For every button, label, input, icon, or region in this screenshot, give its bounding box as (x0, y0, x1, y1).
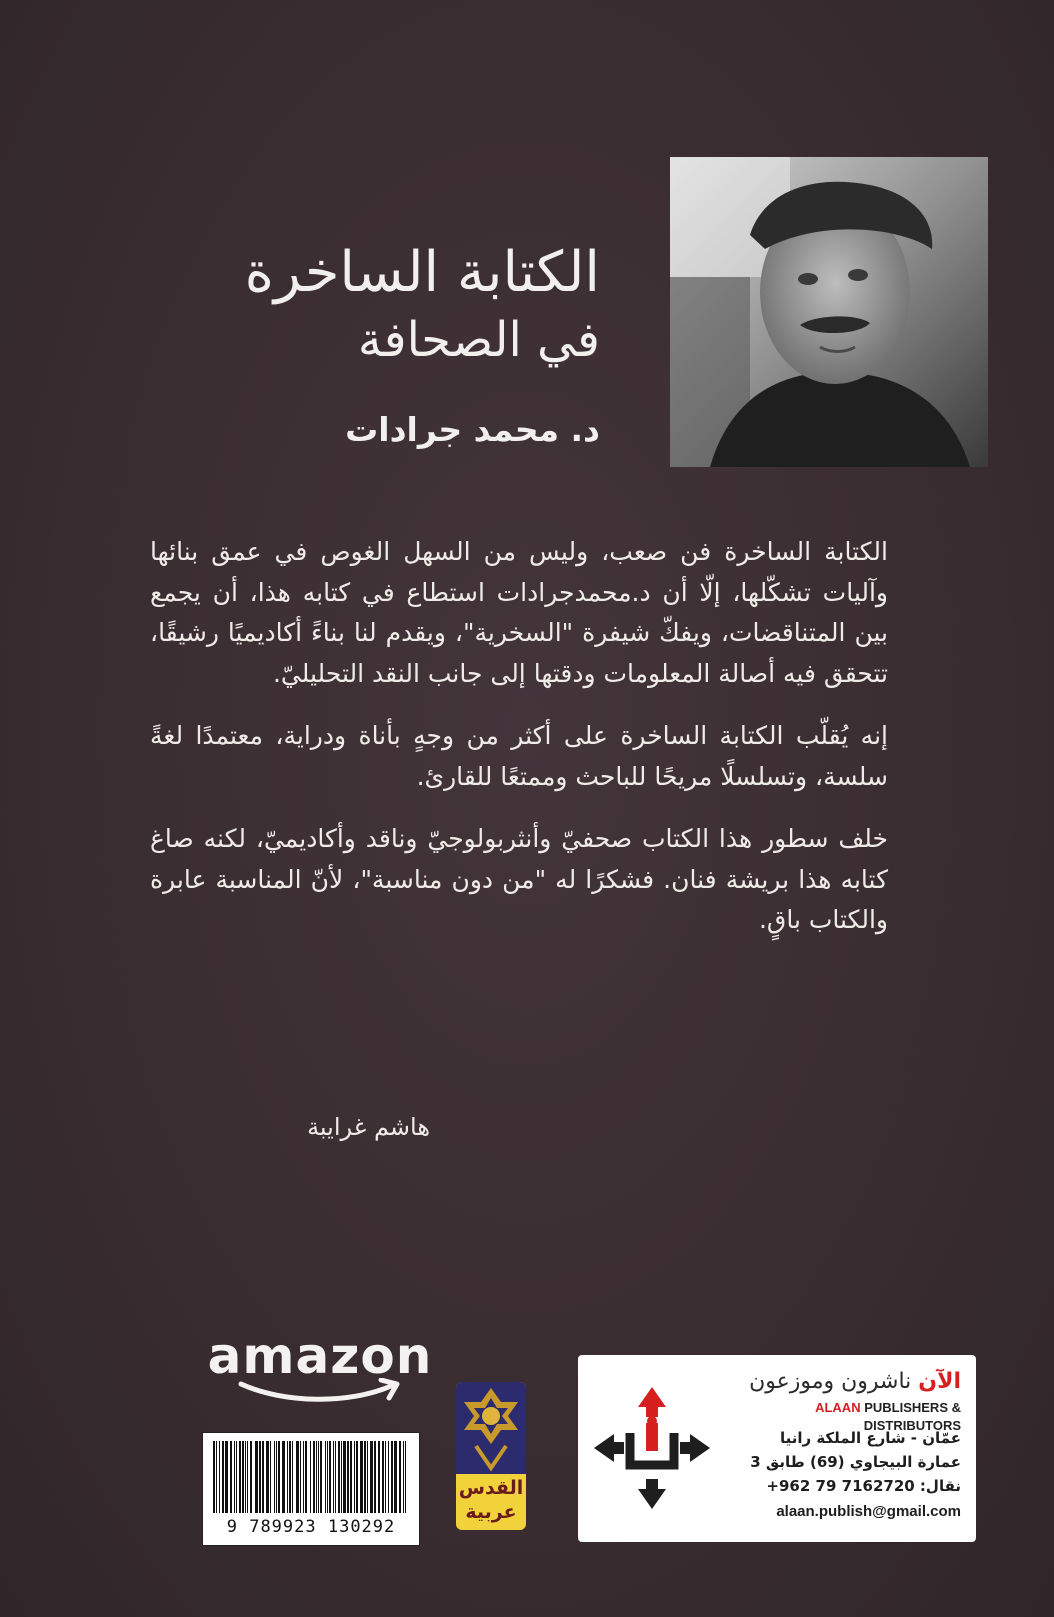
amazon-smile-icon (235, 1378, 405, 1406)
publisher-name-en-red: ALAAN (815, 1400, 861, 1415)
al-quds-badge-text (456, 1476, 526, 1524)
barcode-bars-icon (211, 1441, 411, 1513)
al-quds-arabia-badge (456, 1382, 526, 1530)
publisher-phone: نقال: 7162720 79 962+ (766, 1477, 961, 1495)
isbn-number: 9 789923 130292 (226, 1517, 396, 1537)
book-subtitle: في الصحافة (357, 312, 600, 368)
publisher-name-ar-rest: ناشرون وموزعون (749, 1369, 919, 1394)
al-quds-emblem-icon (456, 1382, 526, 1474)
isbn-barcode (202, 1432, 420, 1546)
publisher-name-en-rest: PUBLISHERS & DISTRIBUTORS (860, 1400, 961, 1433)
blurb-text (150, 532, 888, 963)
publisher-card (578, 1355, 976, 1542)
author-name: د. محمد جرادات (345, 410, 600, 449)
amazon-logo (205, 1328, 435, 1400)
publisher-address-line-2: عمارة البيجاوي (69) طابق 3 (750, 1453, 961, 1471)
author-portrait-image (670, 157, 988, 467)
blurb-paragraph-3: خلف سطور هذا الكتاب صحفيّ وأنثربولوجيّ وناقد وأكاديميّ، لكنه صاغ كتابه هذا بريشة فنان. فشكرًا له "من دون مناسبة"، لأنّ المناسبة عابرة والكتاب باقٍ. (150, 824, 888, 934)
blurb-paragraph-1: الكتابة الساخرة فن صعب، وليس من السهل الغوص في عمق بنائها وآليات تشكّلها، إلّا أن د.محمدجرادات استطاع في كتابه هذا، أن يجمع بين المتناقضات، ويفكّ شيفرة "السخرية"، ويقدم لنا بناءً أكاديميًا رشيقًا، تتحقق فيه أصالة المعلومات ودقتها إلى جانب النقد التحليليّ. (150, 537, 888, 688)
publisher-name-ar (723, 1367, 961, 1397)
publisher-name-ar-red: الآن (918, 1369, 961, 1394)
amazon-wordmark: amazon (207, 1327, 433, 1385)
book-title: الكتابة الساخرة (244, 240, 600, 305)
author-photo (670, 157, 988, 467)
al-quds-line-1: القدس (458, 1477, 524, 1499)
publisher-address-line-1: عمّان - شارع الملكة رانيا (779, 1429, 961, 1447)
alaan-publisher-logo-icon (590, 1383, 714, 1513)
blurb-signature: هاشم غرايبة (307, 1113, 430, 1141)
blurb-paragraph-2: إنه يُقلّب الكتابة الساخرة على أكثر من وجهٍ بأناة ودراية، معتمدًا لغةً سلسة، وتسلسلًا مريحًا للباحث وممتعًا للقارئ. (150, 721, 888, 791)
al-quds-line-2: عربية (465, 1501, 517, 1523)
publisher-email: alaan.publish@gmail.com (776, 1503, 961, 1520)
